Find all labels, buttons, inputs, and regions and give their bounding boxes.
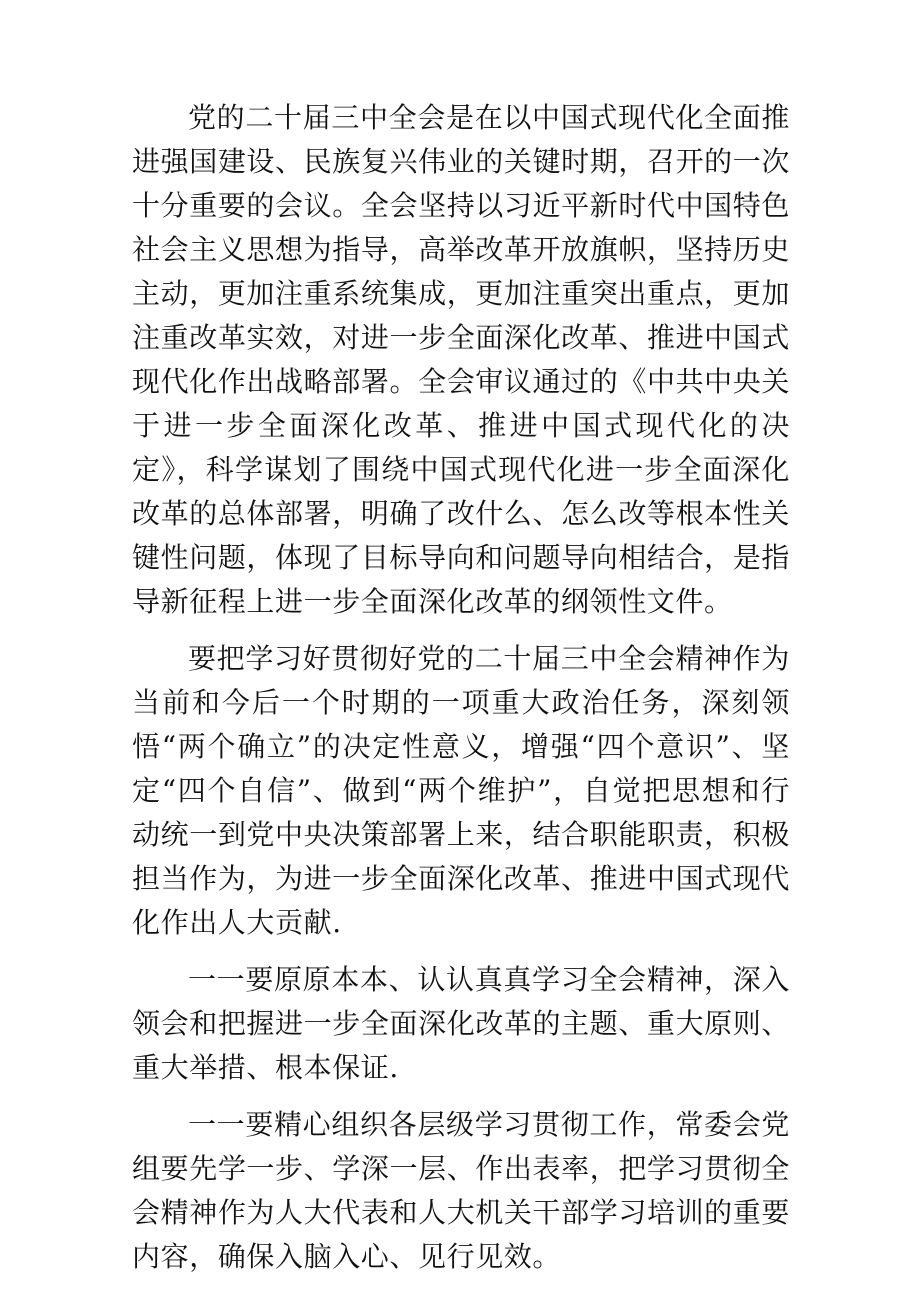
paragraph-study-task: 要把学习好贯彻好党的二十届三中全会精神作为当前和今后一个时期的一项重大政治任务，深刻领悟“两个确立”的决定性意义，增强“四个意识”、坚定“四个自信”、做到“两个维护”，自觉把思想和行动统一到党中央决策部署上来，结合职能职责，积极担当作为，为进一步全面深化改革、推进中国式现代化作出人大贡献. [132,642,790,939]
paragraph-study-requirement-2: 一一要精心组织各层级学习贯彻工作，常委会党组要先学一步、学深一层、作出表率，把学习贯彻全会精神作为人大代表和人大机关干部学习培训的重要内容，确保入脑入心、见行见效。 [132,1108,790,1273]
document-body [132,96,790,1292]
paragraph-study-requirement-1: 一一要原原本本、认认真真学习全会精神，深入领会和把握进一步全面深化改革的主题、重大原则、重大举措、根本保证. [132,963,790,1084]
paragraph-plenum-significance: 党的二十届三中全会是在以中国式现代化全面推进强国建设、民族复兴伟业的关键时期，召开的一次十分重要的会议。全会坚持以习近平新时代中国特色社会主义思想为指导，高举改革开放旗帜，坚持历史主动，更加注重系统集成，更加注重突出重点，更加注重改革实效，对进一步全面深化改革、推进中国式现代化作出战略部署。全会审议通过的《中共中央关于进一步全面深化改革、推进中国式现代化的决定》，科学谋划了围绕中国式现代化进一步全面深化改革的总体部署，明确了改什么、怎么改等根本性关键性问题，体现了目标导向和问题导向相结合，是指导新征程上进一步全面深化改革的纲领性文件。 [132,101,790,618]
